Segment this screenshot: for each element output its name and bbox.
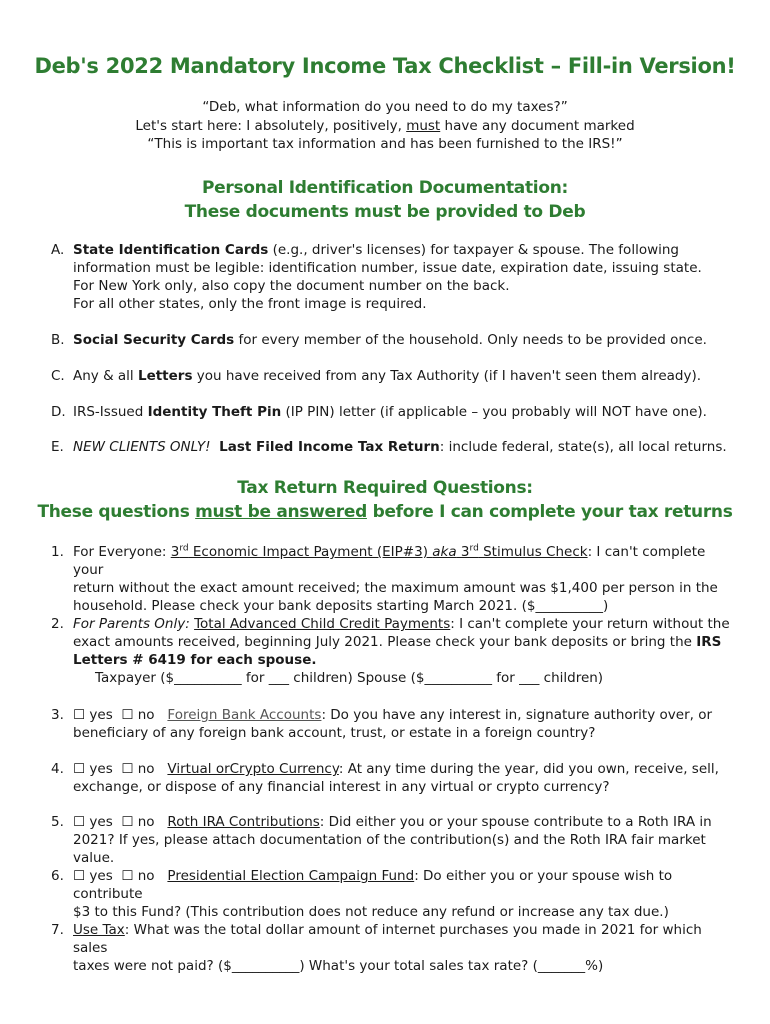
item-marker: 1. — [51, 544, 64, 560]
intro-line-2-post: have any document marked — [440, 117, 635, 134]
item-line: household. Please check your bank deposits starting March 2021. ($__________) — [73, 598, 609, 614]
item-line: For all other states, only the front image is required. — [73, 296, 427, 312]
item-text: : Do you have any interest in, signature authority over, or — [321, 707, 713, 723]
item-line: exact amounts received, beginning July 2021. Please check your bank deposits or bring the — [73, 634, 697, 650]
checkbox-yes[interactable]: ☐ yes — [73, 814, 113, 830]
item-bold: State Identification Cards — [73, 242, 269, 258]
intro-line-2-pre: Let's start here: I absolutely, positively, — [135, 117, 407, 134]
item-italic: For Parents Only: — [73, 616, 195, 632]
item-line: 2021? If yes, please attach documentation of the contribution(s) and the Roth IRA fair market value. — [73, 832, 706, 866]
aka-text: aka — [432, 544, 457, 560]
question-4 — [51, 760, 731, 796]
question-6 — [51, 867, 731, 921]
item-line: return without the exact amount received; the maximum amount was $1,400 per person in the — [73, 580, 718, 596]
item-bold: Social Security Cards — [73, 332, 235, 348]
item-underlined: Total Advanced Child Credit Payments — [194, 616, 451, 632]
intro-line-2 — [0, 117, 770, 136]
stimulus-text: Stimulus Check — [478, 544, 588, 560]
eip3-label — [171, 544, 588, 560]
eip-number: 3 — [170, 544, 180, 560]
item-text: : Did either you or your spouse contribute to a Roth IRA in — [319, 814, 712, 830]
item-bold: Identity Theft Pin — [147, 404, 282, 420]
item-text: : What was the total dollar amount of internet purchases you made in 2021 for which sales — [73, 922, 702, 956]
item-text: : At any time during the year, did you own, receive, sell, — [338, 761, 719, 777]
item-bold: Letters — [137, 368, 193, 384]
item-pre: Any & all — [73, 368, 138, 384]
item-marker: E. — [51, 439, 64, 455]
section-heading-line-1: Personal Identification Documentation: — [201, 178, 569, 198]
superscript: rd — [469, 543, 479, 554]
heading-post: before I can complete your tax returns — [366, 502, 733, 522]
item-marker: 3. — [51, 707, 64, 723]
item-bold-line: Letters # 6419 for each spouse. — [73, 652, 317, 668]
item-text: you have received from any Tax Authority (if I haven't seen them already). — [192, 368, 702, 384]
section-heading-line-1: Tax Return Required Questions: — [237, 478, 533, 498]
question-3 — [51, 706, 731, 742]
intro-line-1: “Deb, what information do you need to do my taxes?” — [202, 99, 568, 115]
item-italic: NEW CLIENTS ONLY! — [73, 439, 211, 455]
question-5 — [51, 813, 731, 867]
item-underlined: Foreign Bank Accounts — [167, 707, 322, 723]
heading-must-be-answered: must be answered — [195, 502, 367, 522]
intro-must: must — [406, 117, 441, 134]
item-marker: 5. — [51, 814, 64, 830]
item-pre: For Everyone: — [73, 544, 171, 560]
item-text: : include federal, state(s), all local returns. — [439, 439, 727, 455]
amount-fill-line: Taxpayer ($__________ for ___ children) Spouse ($__________ for ___ children) — [95, 670, 604, 686]
item-text: (IP PIN) letter (if applicable – you probably will NOT have one). — [281, 404, 707, 420]
item-line: exchange, or dispose of any financial interest in any virtual or crypto currency? — [73, 779, 610, 795]
item-text: : Do either you or your spouse wish to contribute — [73, 868, 673, 902]
item-text: : I can't complete your return without the — [450, 616, 730, 632]
item-marker: C. — [51, 368, 65, 384]
checkbox-no[interactable]: ☐ no — [121, 814, 155, 830]
checkbox-no[interactable]: ☐ no — [121, 868, 155, 884]
item-line: For New York only, also copy the document number on the back. — [73, 278, 510, 294]
item-line: taxes were not paid? ($__________) What's your total sales tax rate? (_______%) — [73, 958, 604, 974]
question-7 — [51, 921, 731, 975]
item-pre: IRS-Issued — [73, 404, 148, 420]
item-underlined: Roth IRA Contributions — [167, 814, 320, 830]
section-heading-line-2 — [0, 500, 770, 524]
item-marker: 7. — [51, 922, 64, 938]
item-text: : I can't complete your — [73, 544, 706, 578]
document-title: Deb's 2022 Mandatory Income Tax Checklist – Fill-in Version! — [34, 54, 736, 78]
item-marker: D. — [51, 404, 66, 420]
stimulus-number: 3 — [456, 544, 470, 560]
section-heading-line-2: These documents must be provided to Deb — [184, 202, 586, 222]
list-item-a — [51, 241, 731, 313]
list-item-d — [51, 403, 731, 421]
item-marker: A. — [51, 242, 65, 258]
item-marker: B. — [51, 332, 65, 348]
item-line: information must be legible: identification number, issue date, expiration date, issuing state. — [73, 260, 702, 276]
item-text: for every member of the household. Only needs to be provided once. — [234, 332, 707, 348]
superscript: rd — [179, 543, 189, 554]
checkbox-no[interactable]: ☐ no — [121, 761, 155, 777]
checkbox-yes[interactable]: ☐ yes — [73, 868, 113, 884]
item-bold: Last Filed Income Tax Return — [219, 439, 440, 455]
heading-pre: These questions — [37, 502, 196, 522]
list-item-e — [51, 438, 731, 456]
item-line: beneficiary of any foreign bank account, trust, or estate in a foreign country? — [73, 725, 596, 741]
item-marker: 6. — [51, 868, 64, 884]
question-2 — [51, 615, 731, 687]
section-heading-required-questions — [0, 476, 770, 524]
item-text: (e.g., driver's licenses) for taxpayer & spouse. The following — [268, 242, 679, 258]
item-underlined: Presidential Election Campaign Fund — [167, 868, 415, 884]
checkbox-yes[interactable]: ☐ yes — [73, 707, 113, 723]
list-item-b — [51, 331, 731, 349]
item-bold: IRS — [696, 634, 722, 650]
checkbox-no[interactable]: ☐ no — [121, 707, 155, 723]
list-item-c — [51, 367, 731, 385]
eip-text: Economic Impact Payment (EIP#3) — [188, 544, 433, 560]
item-marker: 4. — [51, 761, 64, 777]
item-line: $3 to this Fund? (This contribution does not reduce any refund or increase any tax due.) — [73, 904, 669, 920]
section-heading-personal-id — [0, 176, 770, 224]
question-1 — [51, 543, 731, 615]
item-underlined: Use Tax — [73, 922, 125, 938]
checkbox-yes[interactable]: ☐ yes — [73, 761, 113, 777]
intro-block — [0, 98, 770, 154]
item-underlined: Virtual orCrypto Currency — [167, 761, 339, 777]
intro-line-3: “This is important tax information and has been furnished to the IRS!” — [147, 136, 623, 152]
item-marker: 2. — [51, 616, 64, 632]
